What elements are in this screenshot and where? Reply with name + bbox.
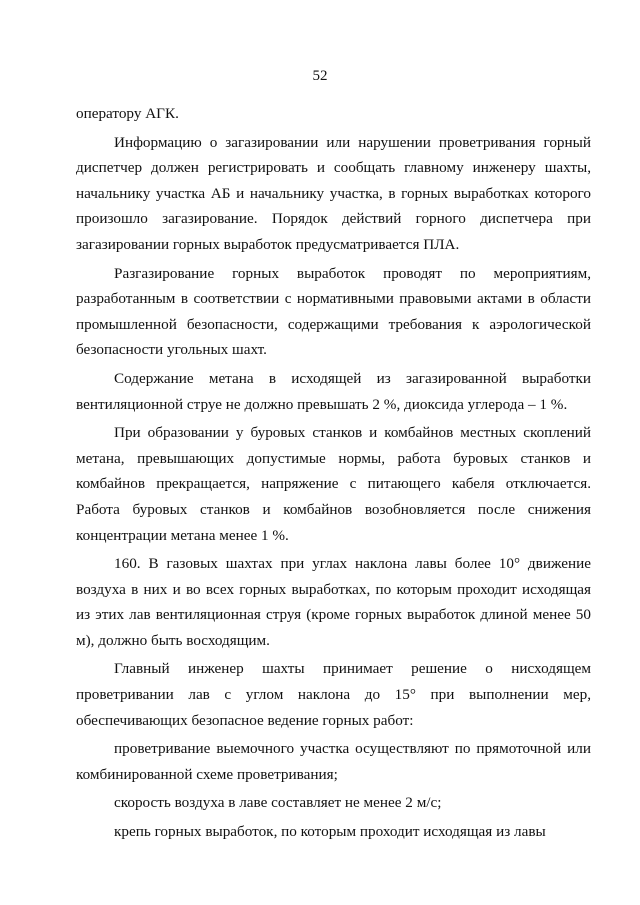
paragraph-8: проветривание выемочного участка осуществляют по прямоточной или комбинированной схеме проветривания; xyxy=(76,740,591,783)
paragraph-10: крепь горных выработок, по которым проходит исходящая из лавы xyxy=(114,823,546,841)
paragraph-1: оператору АГК. xyxy=(76,105,179,122)
paragraph-5: При образовании у буровых станков и комбайнов местных скоплений метана, превышающих допустимые нормы, работа буровых станков и комбайнов прекращается, напряжение с питающего кабеля отключается. Работа буровых станков и комбайнов возобновляется после снижения концентрации метана менее 1 %. xyxy=(76,424,591,544)
paragraph-2: Информацию о загазировании или нарушении проветривания горный диспетчер должен регистрировать и сообщать главному инженеру шахты, начальнику участка АБ и начальнику участка, в горных выработках которого произошло загазирование. Порядок действий горного диспетчера при загазировании горных выработок предусматривается ПЛА. xyxy=(76,133,591,253)
paragraph-9: скорость воздуха в лаве составляет не менее 2 м/с; xyxy=(114,794,442,812)
paragraph-4: Содержание метана в исходящей из загазированной выработки вентиляционной струе не должно превышать 2 %, диоксида углерода – 1 %. xyxy=(76,369,591,413)
paragraph-3: Разгазирование горных выработок проводят по мероприятиям, разработанным в соответствии с нормативными правовыми актами в области промышленной безопасности, содержащими требования к аэрологической безопасности угольных шахт. xyxy=(76,264,591,359)
page-number: 52 xyxy=(312,68,328,84)
paragraph-6: 160. В газовых шахтах при углах наклона лавы более 10° движение воздуха в них и во всех горных выработках, по которым проходит исходящая из этих лав вентиляционная струя (кроме горных выработок длиной менее 50 м), должно быть восходящим. xyxy=(76,555,591,649)
document-body xyxy=(76,101,591,845)
paragraph-7: Главный инженер шахты принимает решение о нисходящем проветривании лав с углом наклона до 15° при выполнении мер, обеспечивающих безопасное ведение горных работ: xyxy=(76,660,591,729)
